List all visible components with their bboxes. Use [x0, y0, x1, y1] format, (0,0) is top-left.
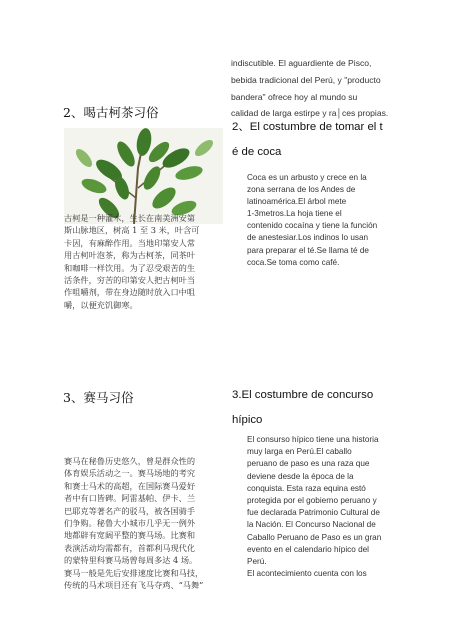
- coca-plant-photo: [64, 128, 223, 224]
- intro-line: bebida tradicional del Perú, y "producto: [231, 74, 381, 85]
- section-heading-es: [232, 115, 447, 165]
- paragraph-line: conquista. Esta raza equina estó: [247, 483, 366, 493]
- paragraph-line: contenido cocaína y tiene la función: [247, 221, 378, 231]
- paragraph-line: 们争购。秘鲁大小城市几乎无一例外: [64, 518, 196, 529]
- paragraph-line: Caballo Peruano de Paso es un gran: [247, 532, 382, 542]
- horse-racing-paragraph-cn: [64, 455, 224, 591]
- paragraph-line: 体育娱乐活动之一。赛马场地的考究: [64, 468, 196, 479]
- heading-line: 2、El costumbre de tomar el t: [232, 121, 383, 133]
- paragraph-line: 用古柯叶泡茶，称为古柯茶，同茶叶: [64, 250, 196, 261]
- paragraph-line: Perú.: [247, 557, 267, 567]
- paragraph-line: para preparar el té.Se llama té de: [247, 245, 369, 255]
- paragraph-line: 的蒙特里科赛马场曾每周多达 4 场。: [64, 555, 198, 566]
- section-heading-es: [232, 383, 432, 433]
- paragraph-line: El consurso hípico tiene una historia: [247, 435, 379, 444]
- intro-line: calidad de larga estirpe y ra│ces propias.: [231, 108, 389, 119]
- paragraph-line: 赛马在秘鲁历史悠久，曾是群众性的: [64, 456, 196, 466]
- paragraph-line: latinoamérica.El árbol mete: [247, 197, 347, 207]
- section-heading-cn: 3、赛马习俗: [63, 390, 134, 405]
- paragraph-line: 古柯是一种灌木，生长在南美洲安第: [64, 213, 196, 223]
- heading-line: hípico: [232, 414, 263, 426]
- intro-line: indiscutible. El aguardiente de Pisco,: [231, 58, 372, 68]
- paragraph-line: 巴耶克等著名产的驳马，被各国骑手: [64, 505, 196, 516]
- paragraph-line: 活条件，穷苦的印第安人把古柯叶当: [64, 275, 196, 286]
- paragraph-line: zona serrana de los Andes de: [247, 185, 356, 195]
- paragraph-line: de anestesiar.Los indinos lo usan: [247, 233, 369, 243]
- paragraph-line: 传统的马术项目还有飞马夺鸡、“马舞”: [64, 580, 204, 591]
- coca-paragraph-es: [247, 172, 427, 269]
- paragraph-line: 和赛士马术的高超，在国际赛马爱好: [64, 480, 196, 491]
- paragraph-line: muy larga en Perú.El caballo: [247, 447, 352, 457]
- horse-racing-paragraph-es: [247, 434, 432, 580]
- paragraph-line: 和咖啡一样饮用。为了忍受艰苦的生: [64, 262, 196, 273]
- paragraph-line: deviene desde la época de la: [247, 471, 354, 481]
- paragraph-line: El acontecimiento cuenta con los: [247, 569, 367, 579]
- coca-plant-leaves-icon: [64, 128, 223, 224]
- paragraph-line: 作咀嚼剂，带在身边随时放入口中咀: [64, 287, 196, 298]
- paragraph-line: coca.Se toma como café.: [247, 257, 340, 267]
- paragraph-line: 1-3metros.La hoja tiene el: [247, 209, 342, 219]
- intro-paragraph: [231, 55, 446, 122]
- heading-line: é de coca: [232, 146, 282, 158]
- paragraph-line: 卡因，有麻醉作用。当地印第安人常: [64, 237, 196, 248]
- paragraph-line: peruano de paso es una raza que: [247, 459, 370, 469]
- paragraph-line: 斯山脉地区，树高 1 至 3 米，叶含可: [64, 225, 200, 236]
- paragraph-line: protegida por el gobierno peruano y: [247, 496, 377, 506]
- paragraph-line: 赛马一般是先后安排速度比赛和马技，: [64, 567, 204, 578]
- section-heading-cn: 2、喝古柯茶习俗: [63, 105, 159, 120]
- paragraph-line: la Nación. El Concurso Nacional de: [247, 520, 376, 530]
- paragraph-line: evento en el calendario hípico del: [247, 544, 369, 554]
- coca-paragraph-cn: [64, 212, 224, 311]
- paragraph-line: Coca es un arbusto y crece en la: [247, 173, 367, 182]
- paragraph-line: 地都辟有宽阔平整的赛马场。比赛和: [64, 530, 196, 541]
- paragraph-line: 嚼，以便充饥御寒。: [64, 299, 138, 310]
- paragraph-line: fue declarada Patrimonio Cultural de: [247, 508, 380, 518]
- paragraph-line: 者中有口皆碑。阿雷基帕、伊卡、兰: [64, 493, 196, 504]
- intro-line: bandera" ofrece hoy al mundo su: [231, 91, 358, 102]
- heading-line: 3.El costumbre de concurso: [232, 389, 374, 401]
- paragraph-line: 表演活动均需都有，首都利马现代化: [64, 542, 196, 553]
